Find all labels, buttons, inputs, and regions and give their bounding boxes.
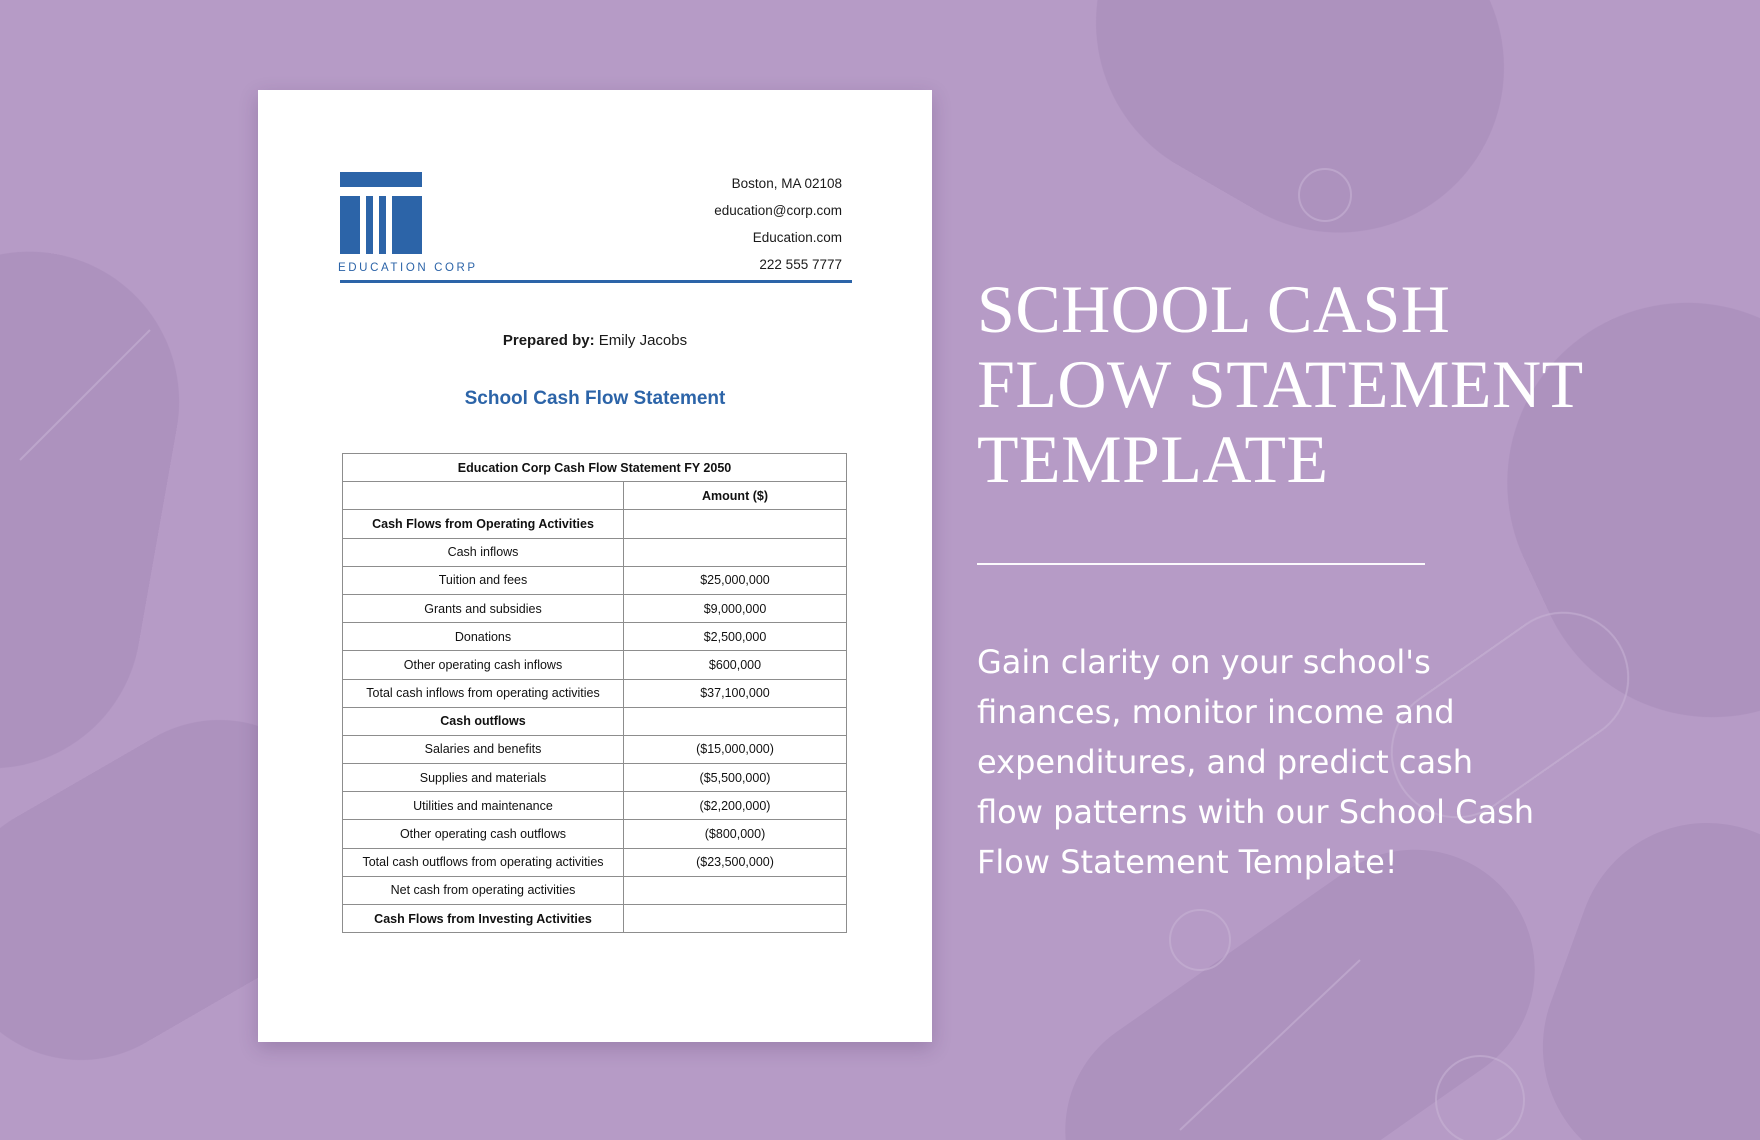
logo-wordmark: EDUCATION CORP xyxy=(338,262,478,274)
table-row xyxy=(343,764,847,792)
contact-block xyxy=(714,170,842,278)
row-label-cell: Other operating cash outflows xyxy=(343,820,624,848)
row-amount-cell: $2,500,000 xyxy=(624,623,847,651)
header-label-cell xyxy=(343,482,624,510)
row-amount-cell xyxy=(624,707,847,735)
row-amount-cell xyxy=(624,510,847,538)
hero-title-line: FLOW STATEMENT xyxy=(977,346,1584,422)
row-label-cell: Utilities and maintenance xyxy=(343,792,624,820)
contact-address: Boston, MA 02108 xyxy=(731,176,842,191)
table-row xyxy=(343,566,847,594)
hero-description-line: finances, monitor income and xyxy=(977,693,1455,731)
table-row xyxy=(343,594,847,622)
row-amount-cell: ($800,000) xyxy=(624,820,847,848)
row-amount-cell: $600,000 xyxy=(624,651,847,679)
hero-description-line: Flow Statement Template! xyxy=(977,843,1398,881)
hero-description-line: expenditures, and predict cash xyxy=(977,743,1474,781)
hero-description xyxy=(977,637,1577,887)
row-amount-cell: $37,100,000 xyxy=(624,679,847,707)
hero-title xyxy=(977,272,1617,497)
columns-building-logo-icon xyxy=(340,172,422,256)
amount-header: Amount ($) xyxy=(624,482,847,510)
table-caption: Education Corp Cash Flow Statement FY 2050 xyxy=(343,454,847,482)
row-label-cell: Salaries and benefits xyxy=(343,735,624,763)
row-amount-cell: ($2,200,000) xyxy=(624,792,847,820)
row-label-cell: Cash Flows from Operating Activities xyxy=(343,510,624,538)
row-label-cell: Cash inflows xyxy=(343,538,624,566)
row-label-cell: Total cash inflows from operating activities xyxy=(343,679,624,707)
document-title: School Cash Flow Statement xyxy=(464,388,726,409)
row-amount-cell: $9,000,000 xyxy=(624,594,847,622)
header-divider xyxy=(340,280,852,283)
hero-title-line: TEMPLATE xyxy=(977,421,1329,497)
row-amount-cell: ($5,500,000) xyxy=(624,764,847,792)
row-label-cell: Other operating cash inflows xyxy=(343,651,624,679)
row-label-cell: Net cash from operating activities xyxy=(343,876,624,904)
row-amount-cell xyxy=(624,905,847,933)
table-caption-row xyxy=(343,454,847,482)
row-label-cell: Tuition and fees xyxy=(343,566,624,594)
table-row xyxy=(343,623,847,651)
prepared-by-name: Emily Jacobs xyxy=(598,332,688,349)
row-label-cell: Donations xyxy=(343,623,624,651)
table-row xyxy=(343,876,847,904)
contact-email[interactable]: education@corp.com xyxy=(714,203,842,218)
table-row xyxy=(343,651,847,679)
hero-divider xyxy=(977,563,1425,565)
hero-description-line: flow patterns with our School Cash xyxy=(977,793,1535,831)
row-amount-cell: ($15,000,000) xyxy=(624,735,847,763)
row-amount-cell xyxy=(624,538,847,566)
table-row xyxy=(343,735,847,763)
contact-website[interactable]: Education.com xyxy=(752,230,842,245)
row-label-cell: Supplies and materials xyxy=(343,764,624,792)
prepared-by xyxy=(258,332,932,349)
table-row xyxy=(343,905,847,933)
table-row xyxy=(343,538,847,566)
row-amount-cell xyxy=(624,876,847,904)
row-amount-cell: $25,000,000 xyxy=(624,566,847,594)
table-row xyxy=(343,510,847,538)
table-header-row xyxy=(343,482,847,510)
row-label-cell: Grants and subsidies xyxy=(343,594,624,622)
row-label-cell: Cash Flows from Investing Activities xyxy=(343,905,624,933)
table-row xyxy=(343,848,847,876)
table-row xyxy=(343,679,847,707)
hero-description-line: Gain clarity on your school's xyxy=(977,643,1431,681)
hero-title-line: SCHOOL CASH xyxy=(977,271,1451,347)
table-row xyxy=(343,792,847,820)
table-row xyxy=(343,820,847,848)
table-row xyxy=(343,707,847,735)
row-label-cell: Total cash outflows from operating activities xyxy=(343,848,624,876)
document-page xyxy=(258,90,932,1042)
row-label-cell: Cash outflows xyxy=(343,707,624,735)
row-amount-cell: ($23,500,000) xyxy=(624,848,847,876)
prepared-by-label: Prepared by: xyxy=(502,332,595,349)
contact-phone: 222 555 7777 xyxy=(759,257,842,272)
cash-flow-table xyxy=(342,453,847,933)
